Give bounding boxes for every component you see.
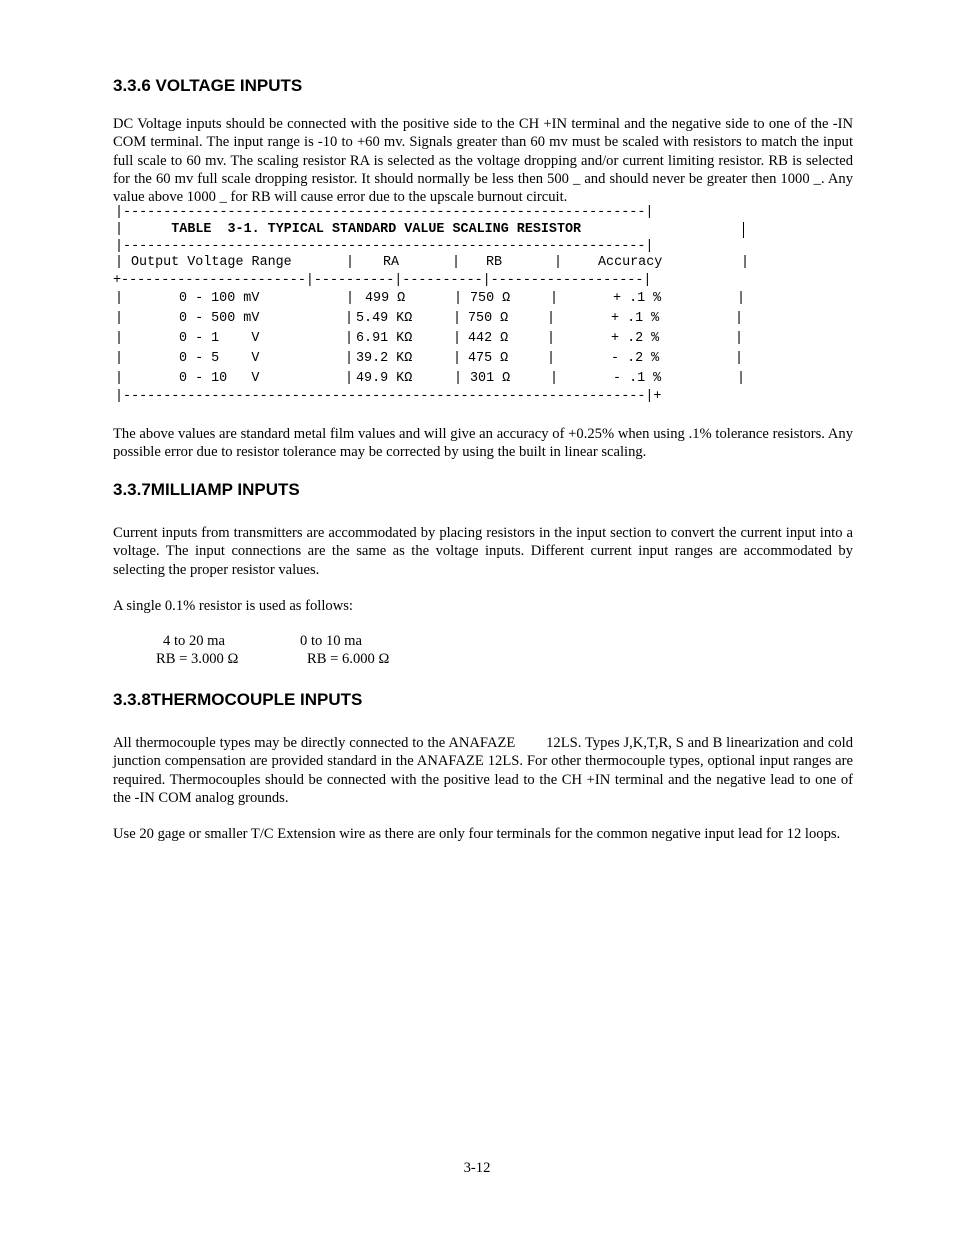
header-range: Output Voltage Range: [131, 255, 292, 270]
header-accuracy: Accuracy: [598, 255, 663, 270]
page-number: 3-12: [463, 1160, 491, 1176]
table-header-row: | Output Voltage Range | RA | RB | Accuracy |: [115, 255, 750, 270]
table-row: | 0 - 500 mV | 5.49 KΩ | 750 Ω | + .1 % |: [115, 311, 744, 326]
milliamp-paragraph: Current inputs from transmitters are accommodated by placing resistors in the input section to convert the current input into a voltage. The input connections are the same as the voltage inputs. Different current input ranges are accommodated by selecting the proper resistor values.: [113, 525, 853, 578]
header-rb: RB: [486, 255, 503, 270]
table-right-border: [743, 222, 744, 238]
table-bottom-border: |-----------------------------------------------------------------|+: [115, 389, 662, 404]
table-row: | 0 - 10 V | 49.9 KΩ | 301 Ω | - .1 % |: [115, 371, 746, 386]
table-row: | 0 - 1 V | 6.91 KΩ | 442 Ω | + .2 % |: [115, 331, 744, 346]
section-heading-milliamp: 3.3.7MILLIAMP INPUTS: [113, 480, 300, 499]
wire-gage-paragraph: Use 20 gage or smaller T/C Extension wire as there are only four terminals for the common negative input lead for 12 loops.: [113, 826, 841, 842]
table-row: | 0 - 100 mV | 499 Ω | 750 Ω | + .1 % |: [115, 291, 746, 306]
table-row: | 0 - 5 V | 39.2 KΩ | 475 Ω | - .2 % |: [115, 351, 744, 366]
option-value: RB = 6.000 Ω: [307, 651, 390, 667]
option-value: RB = 3.000 Ω: [156, 651, 239, 667]
table-top-border: |-----------------------------------------------------------------|: [115, 205, 654, 220]
table-title: TABLE 3-1. TYPICAL STANDARD VALUE SCALING RESISTOR: [171, 222, 582, 237]
table-header-divider: +-----------------------|----------|----------|-------------------|: [113, 273, 652, 288]
header-ra: RA: [383, 255, 400, 270]
thermocouple-paragraph: All thermocouple types may be directly connected to the ANAFAZE 12LS. Types J,K,T,R, S and B linearization and cold junction compensation are provided standard in the ANAFAZE 12LS. For other thermocouple types, optional input ranges are required. Thermocouples should be connected with the positive lead to the CH +IN terminal and the negative lead to one of the -IN COM analog grounds.: [113, 735, 857, 806]
accuracy-paragraph: The above values are standard metal film values and will give an accuracy of +0.25% when using .1% tolerance resistors. Any possible error due to resistor tolerance may be corrected by using the built in linear scaling.: [113, 426, 853, 461]
option-range: 0 to 10 ma: [300, 633, 363, 649]
option-range: 4 to 20 ma: [163, 633, 226, 649]
section-heading-voltage: 3.3.6 VOLTAGE INPUTS: [113, 76, 303, 95]
table-title-row: | TABLE 3-1. TYPICAL STANDARD VALUE SCALING RESISTOR: [115, 222, 582, 237]
table-title-divider: |-----------------------------------------------------------------|: [115, 239, 654, 254]
voltage-paragraph: DC Voltage inputs should be connected with the positive side to the CH +IN terminal and the negative side to one of the -IN COM terminal. The input range is -10 to +60 mv. Signals greater than 60 mv must be scaled with resistors to match the input full scale to 60 mv. The scaling resistor RA is selected as the voltage dropping and/or current limiting resistor. RB is selected for the 60 mv full scale dropping resistor. It should normally be less then 500 _ and should never be greater then 1000 _. Any value above 1000 _ for RB will cause error due to the upscale burnout circuit.: [113, 116, 853, 206]
single-resistor-note: A single 0.1% resistor is used as follows:: [113, 598, 353, 614]
section-heading-thermocouple: 3.3.8THERMOCOUPLE INPUTS: [113, 690, 363, 709]
